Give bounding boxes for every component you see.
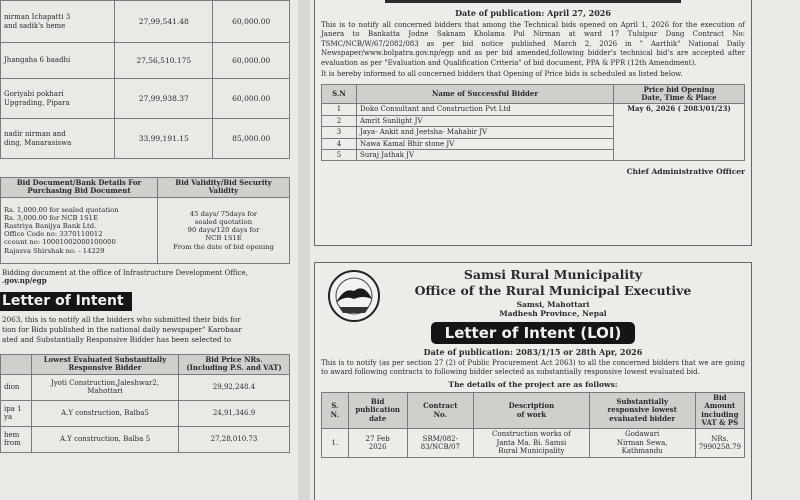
table-cell: Godawari Nirman Sewa, Kathmandu (589, 429, 695, 457)
column-header: Bid Amount including VAT & PS (695, 392, 744, 429)
bidder-name: A.Y construction, Balba5 (32, 400, 179, 426)
bid-security: 60,000.00 (213, 1, 290, 43)
column-header: S. N. (322, 392, 349, 429)
notice-paragraph-2: It is hereby informed to all concerned bidders that Opening of Price bids is scheduled as listed below. (321, 70, 683, 79)
address-line-1: Samsi, Mahottari (516, 300, 590, 309)
table-cell: 27 Feb 2026 (348, 429, 407, 457)
table-row (1, 374, 290, 400)
table-row (1, 1, 290, 43)
table-row (1, 43, 290, 79)
bid-security: 60,000.00 (213, 79, 290, 119)
column-header: Substantially responsive lowest evaluated bidder (589, 392, 695, 429)
bidder-name: Amrit Sunlight JV (357, 115, 614, 126)
column-header: Description of work (474, 392, 590, 429)
bidder-name: Nawa Kamal Bhir stone JV (357, 138, 614, 149)
sn-cell: 3 (322, 127, 357, 138)
bank-details: Rs. 1,000.00 for sealed quotation Rs. 3,000.00 for NCB 1S1E Rastriya Banijya Bank Ltd. Office Code no: 3370110012 ccount no: 10001002000100000 Rajasva Shirshak no. - 14229 (1, 197, 158, 263)
bid-price: 29,92,248.4 (179, 374, 290, 400)
table-row (322, 429, 745, 457)
notice-paragraph: This is to notify all concerned bidders that among the Technical bids opened on April 1, 2026 for the execution of Janera to Bankatta Jodne Saknam Kholama Pul Nirman at ward 17 Tulsipur Dang Contract No: TSMC/NCB/W/67/2082/083 as per bid notice published March 2, 2026 in " Aarthik" National Daily Newspaper/www.bolpatra.gov.np/egp and as per bid amended,following bidder's technical bid's are accepted after evaluation as per "Evaluation and Qualification Criteria" of bid document, PPA & PPR (12th Amendment). (321, 21, 745, 67)
technical-bid-notice (314, 0, 752, 246)
bid-validity: 45 days/ 75days for sealed quotation 90 days/120 days for NCB 1S1E From the date of bid opening (158, 197, 290, 263)
egp-url: .gov.np/egp (2, 276, 47, 286)
bid-security: 60,000.00 (213, 43, 290, 79)
column-gutter (298, 0, 310, 500)
award-header-bidder: Lowest Evaluated Substantially Responsive Bidder (32, 354, 179, 374)
table-cell: SRM/082- 83/NCB/07 (407, 429, 474, 457)
bidder-name: Jaya- Ankit and Jeetsha- Mahabir JV (357, 127, 614, 138)
top-contract-table (0, 0, 290, 159)
bid-price: 27,28,010.73 (179, 426, 290, 452)
successful-bidders-table (321, 84, 745, 162)
award-table (0, 354, 290, 453)
bidder-name: Doko Consultant and Construction Pvt Ltd (357, 104, 614, 115)
work-description: nirman Ichapatti 3 and sadik's heme (1, 1, 115, 43)
sn-header: S.N (322, 84, 357, 104)
opening-date-value: May 6, 2026 ( 2083/01/23) (614, 104, 745, 161)
table-row (1, 400, 290, 426)
estimated-amount: 33,99,191.15 (115, 119, 213, 159)
estimated-amount: 27,99,541.48 (115, 1, 213, 43)
bidder-name: Suraj Jathak JV (357, 149, 614, 160)
signature-line: Chief Administrative Officer (626, 167, 745, 177)
bid-validity-header: Bid Validity/Bid Security Validity (158, 178, 290, 198)
municipality-emblem (327, 269, 381, 323)
table-cell: NRs. 7990258.79 (695, 429, 744, 457)
bid-security: 85,000.00 (213, 119, 290, 159)
publication-date: Date of publication: April 27, 2026 (455, 8, 611, 18)
loi-banner: Letter of Intent (LOI) (431, 322, 636, 344)
loi-title: Letter of Intent (0, 292, 132, 311)
table-row (1, 426, 290, 452)
sn-cell: 2 (322, 115, 357, 126)
bid-document-header: Bid Document/Bank Details For Purchasing Bid Document (1, 178, 158, 198)
column-header: Contract No. (407, 392, 474, 429)
sn-cell: 1 (322, 104, 357, 115)
estimated-amount: 27,99,938.37 (115, 79, 213, 119)
details-heading: The details of the project are as follows: (448, 379, 618, 389)
work-fragment: hem from (1, 426, 32, 452)
left-column (0, 0, 296, 500)
right-column (312, 0, 800, 500)
table-row (1, 79, 290, 119)
bidder-name: A.Y construction, Balba 5 (32, 426, 179, 452)
award-header-price: Bid Price NRs. (Including P.S. and VAT) (179, 354, 290, 374)
column-header: Bid publication date (348, 392, 407, 429)
loi-project-table (321, 392, 745, 458)
notice-header-strip (385, 0, 681, 3)
work-fragment: ipa 1 ya (1, 400, 32, 426)
table-row (322, 104, 745, 115)
work-description: nadir nirman and ding, Manarasiswa (1, 119, 115, 159)
opening-date-header: Price bid Opening Date, Time & Place (614, 84, 745, 104)
work-fragment: dion (1, 374, 32, 400)
bid-document-table (0, 177, 290, 264)
sn-cell: 5 (322, 149, 357, 160)
publication-date: Date of publication: 2083/1/15 or 28th Apr, 2026 (423, 347, 643, 357)
bid-price: 24,91,346.9 (179, 400, 290, 426)
municipality-name: Samsi Rural Municipality (463, 267, 643, 282)
sn-cell: 4 (322, 138, 357, 149)
address-line-2: Madhesh Province, Nepal (499, 309, 607, 318)
table-cell: 1. (322, 429, 349, 457)
bidding-line: Bidding document at the office of Infrastructure Development Office, (2, 268, 248, 277)
table-cell: Construction works of Janta Ma. Bi. Samsi Rural Municipality (474, 429, 590, 457)
work-description: Jhangaha 6 baadhi (1, 43, 115, 79)
loi-notice (314, 262, 752, 500)
table-row (1, 119, 290, 159)
work-description: Goriyabi pokhari Upgrading, Pipara (1, 79, 115, 119)
bidder-name-header: Name of Successful Bidder (357, 84, 614, 104)
bidder-name: Jyoti Construction,Jaleshwar2, Mahottari (32, 374, 179, 400)
loi-text: 2063, this is to notify all the bidders who submitted their bids for tion for Bids published in the national daily newspaper" Karobaar ated and Substantially Responsive Bidder has been selected to (2, 314, 242, 345)
award-header-blank (1, 354, 32, 374)
loi-paragraph: This is to notify (as per section 27 (2) of Public Procurement Act 2063) to all the concerned bidders that we are going to award following contracts to following bidder selected as substantially responsive lowest evaluated bid. (321, 359, 745, 377)
office-name: Office of the Rural Municipal Executive (414, 283, 692, 298)
estimated-amount: 27,56,510.175 (115, 43, 213, 79)
